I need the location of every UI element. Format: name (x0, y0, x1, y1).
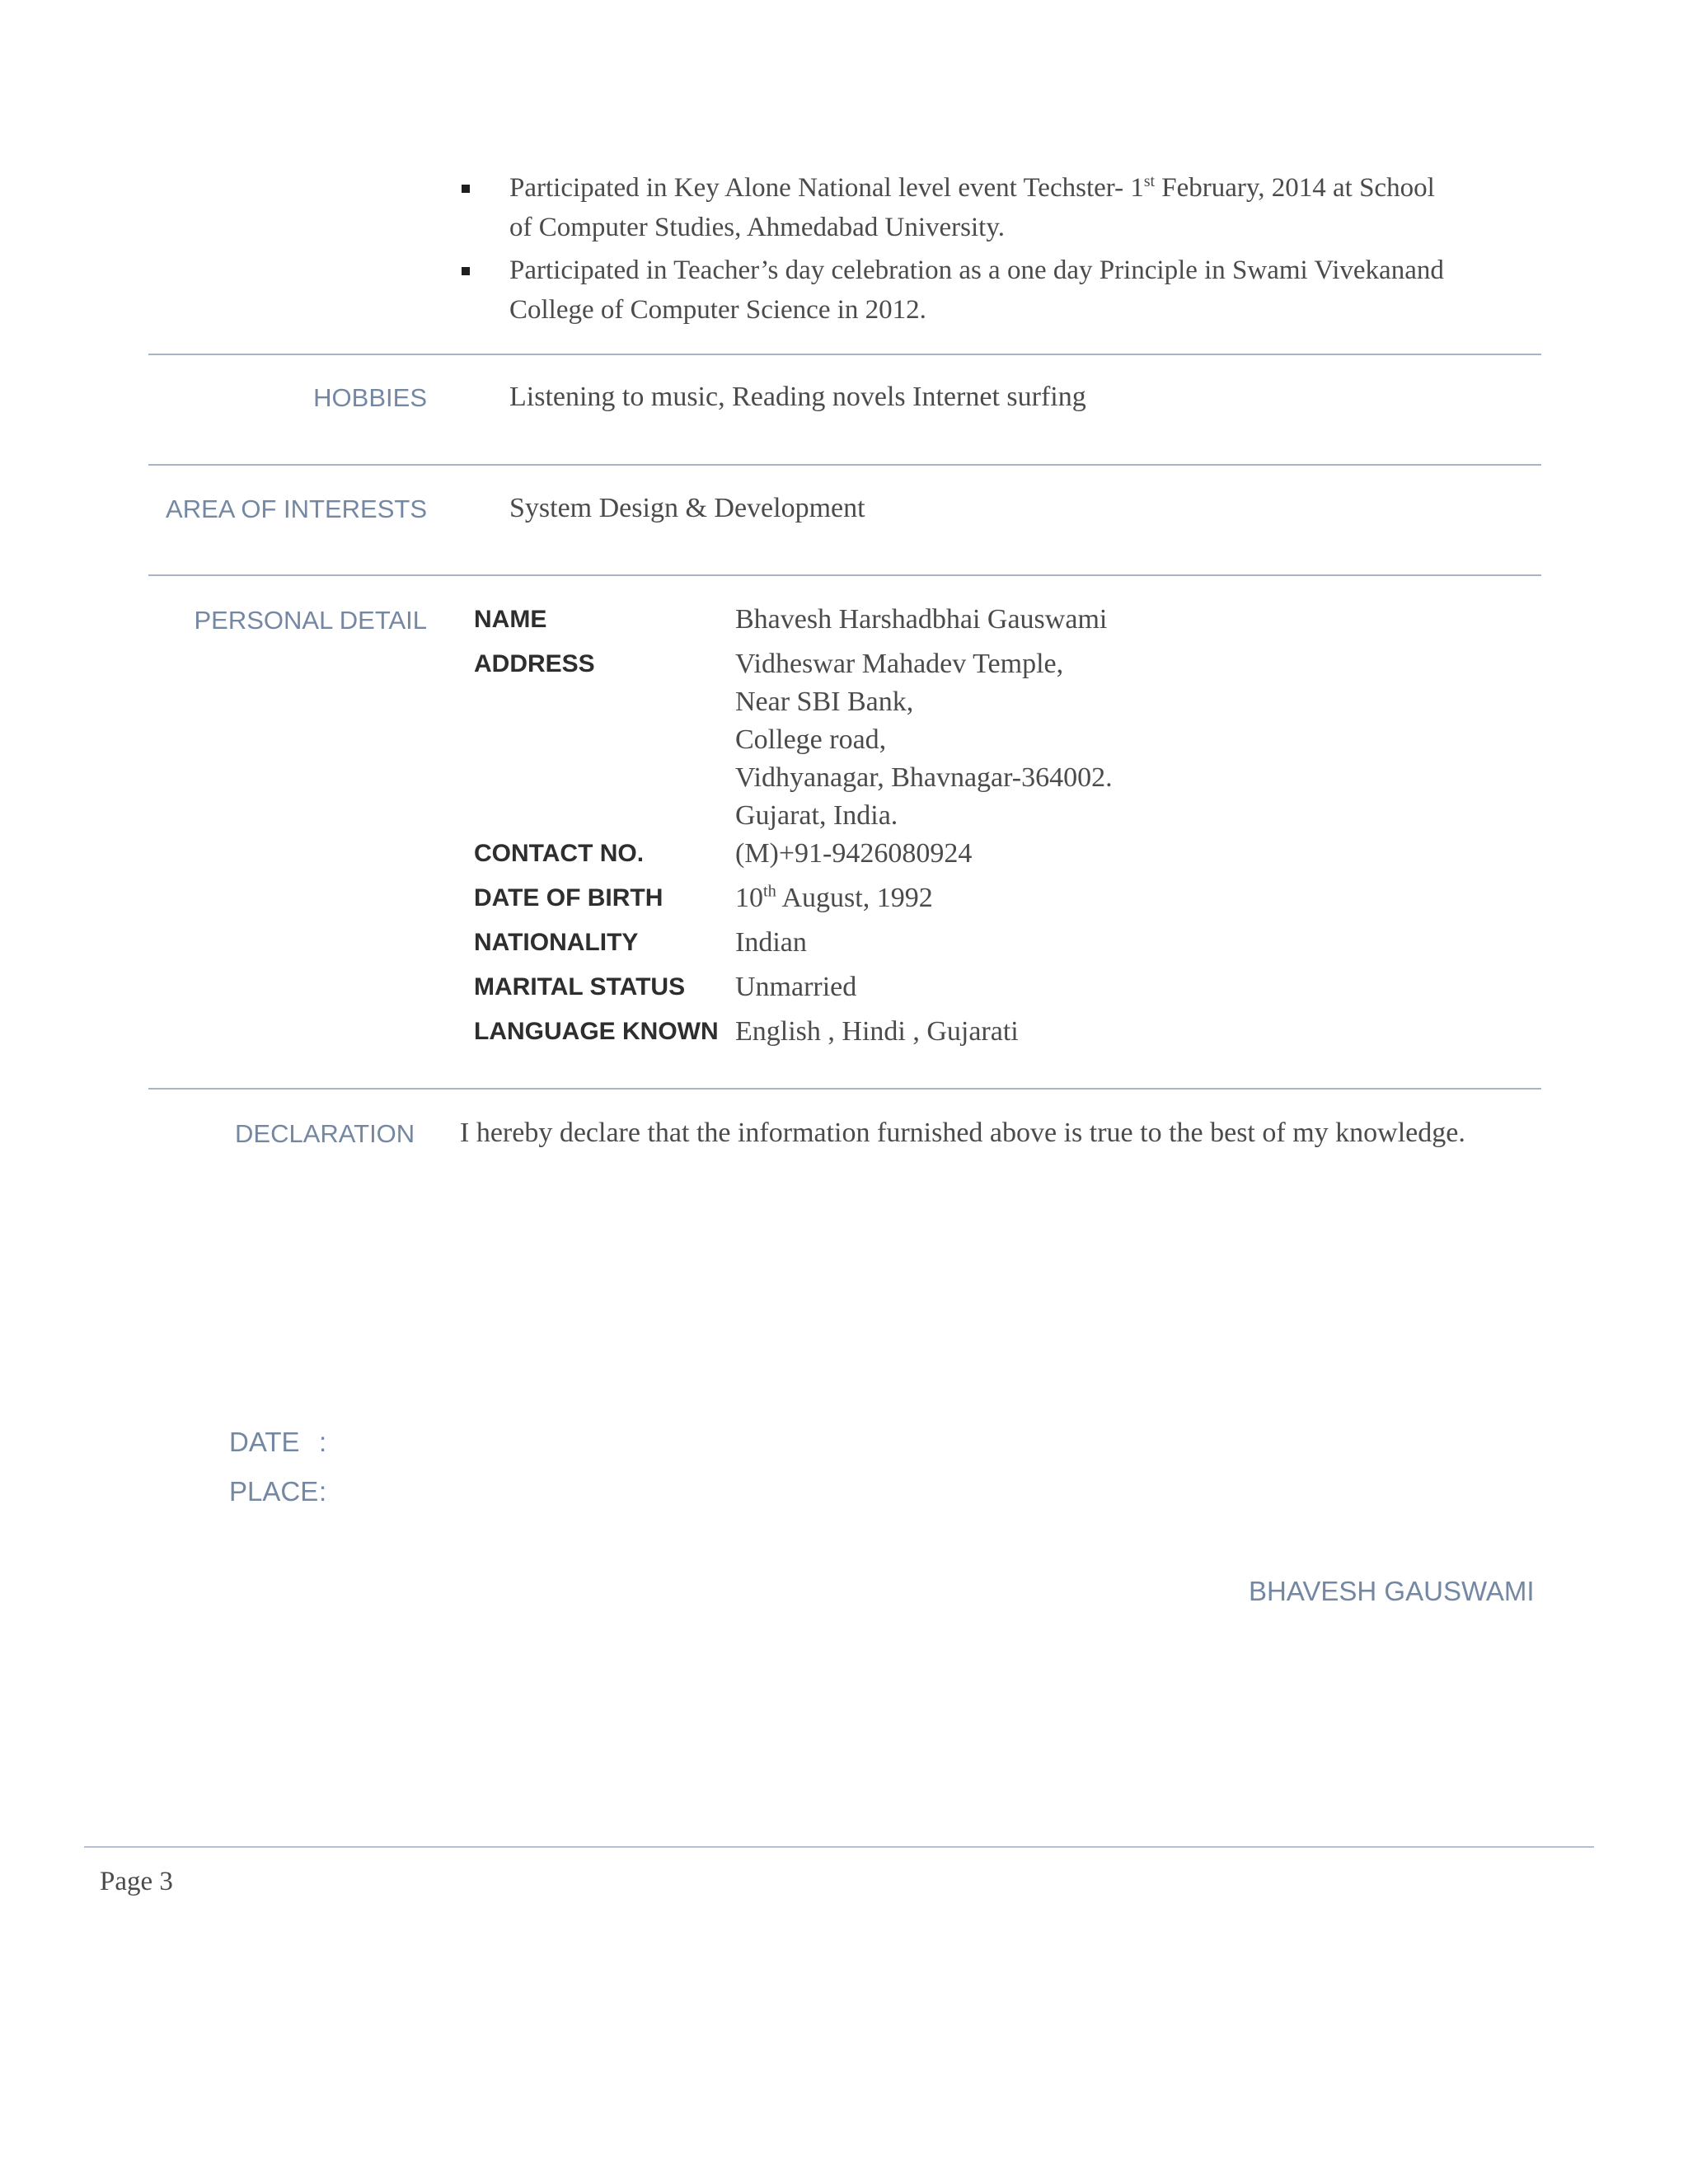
personal-detail-heading: PERSONAL DETAIL (194, 606, 427, 635)
name-label: NAME (474, 606, 547, 633)
address-line-2: Near SBI Bank, (735, 687, 914, 717)
section-divider (148, 354, 1541, 355)
achievement-1-line1: Participated in Key Alone National level event Techster- 1st February, 2014 at School (509, 172, 1435, 203)
marital-label: MARITAL STATUS (474, 973, 686, 1001)
address-line-4: Vidhyanagar, Bhavnagar-364002. (735, 762, 1113, 793)
section-divider (148, 1088, 1541, 1090)
address-line-5: Gujarat, India. (735, 800, 898, 831)
address-line-3: College road, (735, 724, 887, 755)
nationality-label: NATIONALITY (474, 929, 639, 956)
achievement-2-line1: Participated in Teacher’s day celebration as a one day Principle in Swami Vivekanand (509, 255, 1444, 285)
nationality-value: Indian (735, 927, 807, 958)
footer-divider (84, 1846, 1594, 1848)
contact-value: (M)+91-9426080924 (735, 838, 973, 869)
address-line-1: Vidheswar Mahadev Temple, (735, 649, 1064, 679)
place-colon: : (319, 1476, 327, 1507)
marital-value: Unmarried (735, 972, 857, 1002)
dob-value: 10th August, 1992 (735, 882, 933, 913)
dob-label: DATE OF BIRTH (474, 884, 663, 912)
interests-heading: AREA OF INTERESTS (166, 494, 427, 523)
signature-name: BHAVESH GAUSWAMI (1249, 1576, 1535, 1606)
hobbies-text: Listening to music, Reading novels Internet surfing (509, 382, 1086, 412)
section-divider (148, 574, 1541, 576)
language-label: LANGUAGE KNOWN (474, 1018, 719, 1045)
language-value: English , Hindi , Gujarati (735, 1016, 1019, 1047)
bullet-icon (462, 267, 470, 275)
address-label: ADDRESS (474, 650, 595, 677)
declaration-text: I hereby declare that the information furnished above is true to the best of my knowledge. (460, 1118, 1465, 1148)
interests-text: System Design & Development (509, 493, 865, 523)
date-colon: : (319, 1427, 327, 1457)
hobbies-heading: HOBBIES (313, 383, 427, 412)
page-number: Page 3 (100, 1867, 173, 1896)
date-label: DATE (229, 1427, 300, 1457)
place-label: PLACE (229, 1476, 319, 1507)
name-value: Bhavesh Harshadbhai Gauswami (735, 604, 1108, 635)
declaration-heading: DECLARATION (235, 1119, 415, 1148)
section-divider (148, 464, 1541, 466)
bullet-icon (462, 185, 470, 193)
contact-label: CONTACT NO. (474, 840, 645, 867)
achievement-2-line2: College of Computer Science in 2012. (509, 295, 926, 325)
achievement-1-line2: of Computer Studies, Ahmedabad University. (509, 213, 1005, 242)
